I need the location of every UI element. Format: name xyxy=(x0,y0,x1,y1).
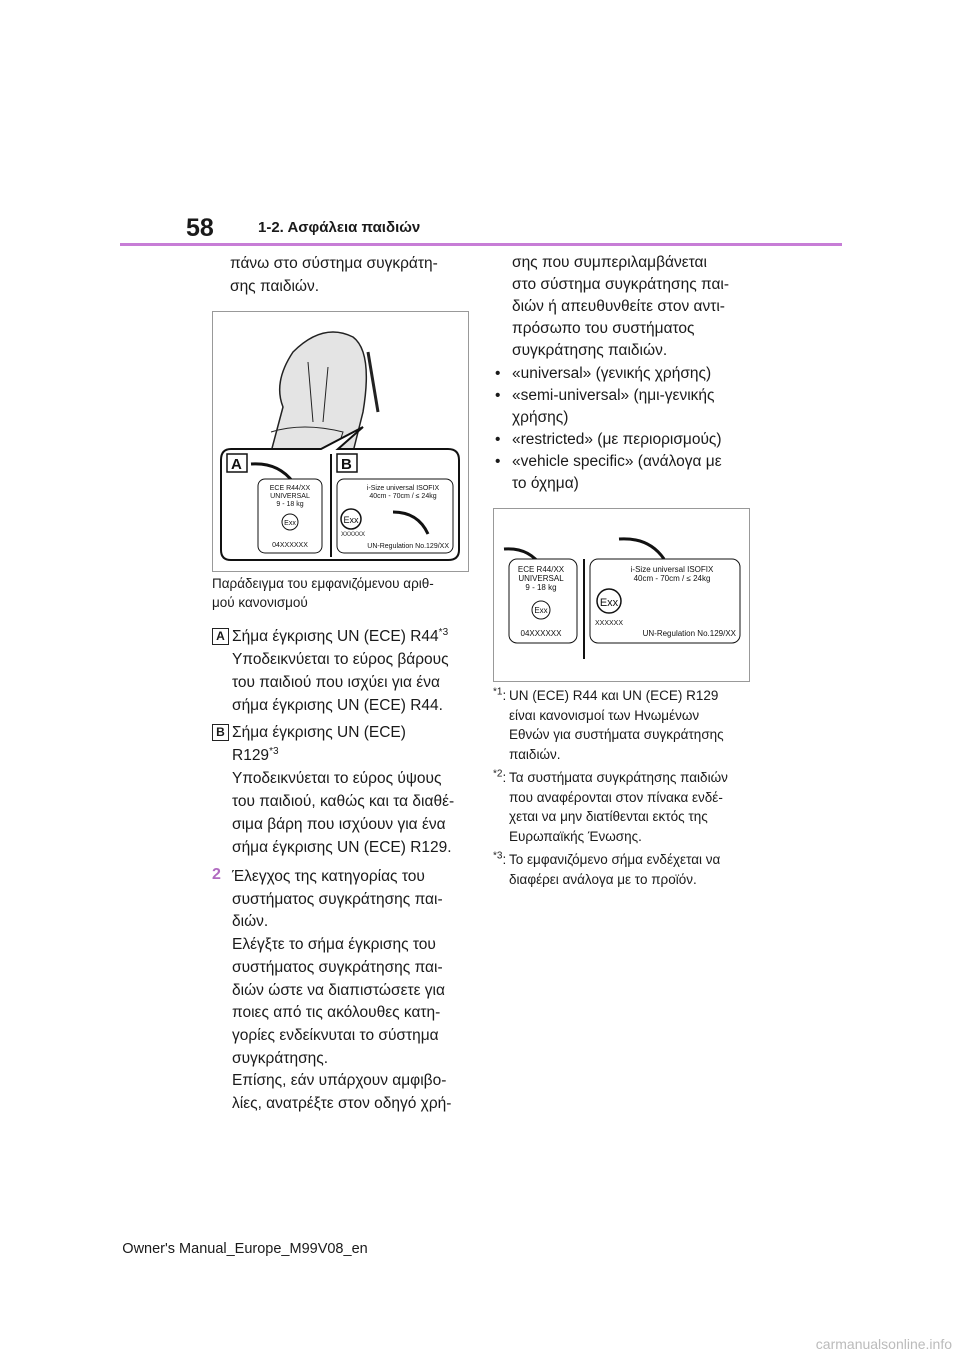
child-seat-illustration xyxy=(213,312,468,571)
list-item-line: «universal» (γενικής χρήσης) xyxy=(512,365,712,382)
list-item xyxy=(495,429,722,451)
text-line: του παιδιού που ισχύει για ένα xyxy=(232,674,440,691)
text-line: διών ή απευθυνθείτε στον αντι- xyxy=(512,298,725,315)
text-line: συστήματος συγκράτησης παι- xyxy=(232,958,443,976)
svg-text:9 - 18 kg: 9 - 18 kg xyxy=(276,501,304,508)
list-item-line: χρήσης) xyxy=(512,409,569,426)
svg-text:Exx: Exx xyxy=(599,597,619,609)
footnote xyxy=(493,850,763,889)
footnote-mark: $^{*3}$: xyxy=(493,850,507,867)
svg-text:9 - 18 kg: 9 - 18 kg xyxy=(525,583,557,592)
text-line: συγκράτησης παιδιών. xyxy=(512,342,668,359)
item-a-title: Σήμα έγκρισης UN (ECE) R44$^{*3}$ xyxy=(232,626,449,645)
list-item-line: το όχημα) xyxy=(512,475,579,492)
text-line: Υποδεικνύεται το εύρος ύψους xyxy=(232,770,442,787)
list-item xyxy=(495,451,722,495)
svg-text:UNIVERSAL: UNIVERSAL xyxy=(518,574,564,583)
continued-text xyxy=(512,252,729,362)
svg-text:Exx: Exx xyxy=(534,606,548,615)
text-line: πάνω στο σύστημα συγκράτη- xyxy=(230,255,438,272)
text-line: πρόσωπο του συστήματος xyxy=(512,320,695,337)
list-item-line: «semi-universal» (ημι-γενικής xyxy=(512,387,715,404)
list-item-line: «vehicle specific» (ανάλογα με xyxy=(512,453,722,470)
text-line: λίες, ανατρέξτε στον οδηγό χρή- xyxy=(232,1095,452,1113)
label-a-r44 xyxy=(509,559,577,643)
footnote-line: Ευρωπαϊκής Ένωσης. xyxy=(509,828,642,844)
text-line: σιμα βάρη που ισχύουν για ένα xyxy=(232,816,446,833)
badge-b-figure: B xyxy=(341,456,352,473)
footnote-line: Εθνών για συστήματα συγκράτησης xyxy=(509,727,724,742)
svg-text:ECE R44/XX: ECE R44/XX xyxy=(517,565,565,574)
text-line: σης που συμπεριλαμβάνεται xyxy=(512,254,707,271)
item-a xyxy=(232,625,449,717)
text-line: διών ώστε να διαπιστώσετε για xyxy=(232,981,445,999)
list-item xyxy=(495,385,722,429)
text-line: στο σύστημα συγκράτησης παι- xyxy=(512,276,730,293)
caption-line: Παράδειγμα του εμφανιζόμενου αριθ- xyxy=(212,576,434,591)
text-line: του παιδιού, καθώς και τα διαθέ- xyxy=(232,793,455,810)
watermark: carmanualsonline.info xyxy=(815,1336,952,1352)
text-line: Ελέγξτε το σήμα έγκρισης του xyxy=(232,936,436,954)
svg-text:XXXXXX: XXXXXX xyxy=(595,620,624,627)
item-b-title: Σήμα έγκρισης UN (ECE) xyxy=(232,724,406,741)
text-line: Επίσης, εάν υπάρχουν αμφιβο- xyxy=(232,1072,447,1090)
text-line: ποιες από τις ακόλουθες κατη- xyxy=(232,1004,441,1022)
svg-text:Exx: Exx xyxy=(343,515,359,525)
svg-text:40cm - 70cm / ≤ 24kg: 40cm - 70cm / ≤ 24kg xyxy=(369,493,437,500)
header-divider xyxy=(120,243,842,246)
svg-text:UN-Regulation No.129/XX: UN-Regulation No.129/XX xyxy=(642,629,736,638)
footnote-line: Το εμφανιζόμενο σήμα ενδέχεται να xyxy=(509,852,721,867)
footnote-line: χεται να μην διατίθενται εκτός της xyxy=(509,809,708,824)
text-line: σης παιδιών. xyxy=(230,278,320,295)
badge-a: A xyxy=(212,628,229,645)
caption-line: μού κανονισμού xyxy=(212,595,308,610)
svg-text:04XXXXXX: 04XXXXXX xyxy=(272,542,308,549)
text-line: συγκράτησης. xyxy=(232,1049,329,1067)
footnotes xyxy=(493,686,763,893)
figure-caption xyxy=(212,574,434,612)
footnote-mark: $^{*1}$: xyxy=(493,686,507,703)
text-line: συστήματος συγκράτησης παι- xyxy=(232,890,443,908)
footnote-line: που αναφέρονται στον πίνακα ενδέ- xyxy=(509,789,723,805)
text-line: γορίες ενδείκνυται το σύστημα xyxy=(232,1026,439,1044)
footnote-line: διαφέρει ανάλογα με το προϊόν. xyxy=(509,871,697,887)
footnote-mark: $^{*2}$: xyxy=(493,768,507,785)
footnote xyxy=(493,686,763,764)
badge-b: B xyxy=(212,724,229,741)
svg-text:UNIVERSAL: UNIVERSAL xyxy=(270,493,310,500)
svg-text:UN-Regulation No.129/XX: UN-Regulation No.129/XX xyxy=(367,543,449,550)
approval-labels-figure xyxy=(493,508,750,682)
svg-text:XXXXXX: XXXXXX xyxy=(341,532,366,538)
bullet-icon: • xyxy=(495,387,501,404)
approval-labels-illustration xyxy=(494,509,749,681)
footnote-line: Τα συστήματα συγκράτησης παιδιών xyxy=(509,770,728,785)
badge-a-figure: A xyxy=(231,456,242,473)
page-number: 58 xyxy=(186,214,214,242)
bullet-icon: • xyxy=(495,453,501,470)
bullet-icon: • xyxy=(495,365,501,382)
list-item xyxy=(495,363,722,385)
child-seat-figure xyxy=(212,311,469,572)
svg-text:04XXXXXX: 04XXXXXX xyxy=(520,629,562,638)
text-line: διών. xyxy=(232,913,269,931)
svg-text:i-Size universal ISOFIX: i-Size universal ISOFIX xyxy=(366,485,440,492)
text-line: σήμα έγκρισης UN (ECE) R44. xyxy=(232,697,443,714)
footnote-line: παιδιών. xyxy=(509,746,561,762)
text-line: Έλεγχος της κατηγορίας του xyxy=(232,868,425,885)
footnote-line: είναι κανονισμοί των Ηνωμένων xyxy=(509,707,700,723)
label-a-r44 xyxy=(258,479,322,553)
svg-text:Exx: Exx xyxy=(284,520,296,527)
label-b-r129 xyxy=(337,479,453,553)
footnote xyxy=(493,768,763,846)
svg-text:40cm - 70cm / ≤ 24kg: 40cm - 70cm / ≤ 24kg xyxy=(633,574,711,583)
text-line: σήμα έγκρισης UN (ECE) R129. xyxy=(232,839,452,856)
item-b xyxy=(232,721,454,859)
item-b-title-cont: R129$^{*3}$ xyxy=(232,745,279,764)
category-list xyxy=(495,363,722,495)
svg-text:ECE R44/XX: ECE R44/XX xyxy=(269,485,311,492)
list-item-line: «restricted» (με περιορισμούς) xyxy=(512,431,722,448)
section-title: 1-2. Ασφάλεια παιδιών xyxy=(258,219,421,236)
footer-manual-name: Owner's Manual_Europe_M99V08_en xyxy=(122,1241,368,1257)
footnote-line: UN (ECE) R44 και UN (ECE) R129 xyxy=(509,688,719,703)
step-2-text xyxy=(232,866,451,1116)
svg-text:i-Size universal ISOFIX: i-Size universal ISOFIX xyxy=(630,565,714,574)
intro-text xyxy=(230,252,438,298)
step-number: 2 xyxy=(212,866,221,883)
text-line: Υποδεικνύεται το εύρος βάρους xyxy=(232,651,449,668)
label-b-r129 xyxy=(590,559,740,643)
bullet-icon: • xyxy=(495,431,501,448)
